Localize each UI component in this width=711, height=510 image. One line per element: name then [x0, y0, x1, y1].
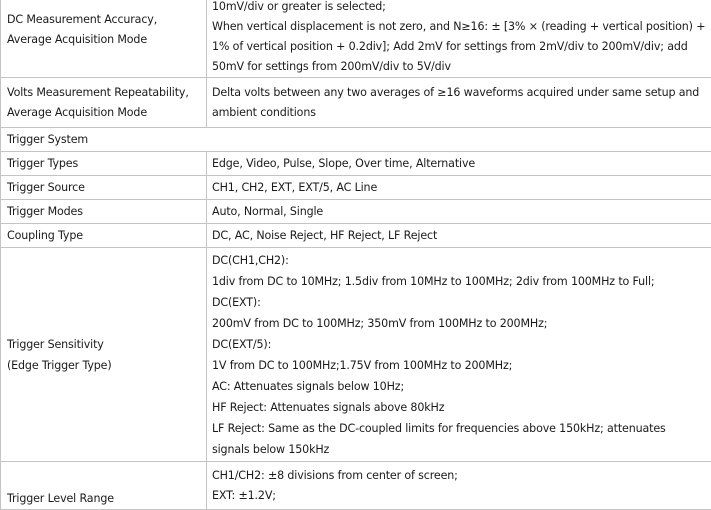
row-label: Coupling Type [1, 224, 207, 248]
row-value: DC, AC, Noise Reject, HF Reject, LF Reject [207, 224, 711, 248]
value-line: 10mV/div or greater is selected; [212, 0, 386, 13]
value-line: DC(EXT/5): [212, 337, 272, 351]
row-value [207, 78, 711, 128]
row-value [207, 248, 711, 462]
row-label [1, 248, 207, 462]
table-row [1, 0, 711, 78]
row-label: Trigger Modes [1, 200, 207, 224]
section-heading: Trigger System [1, 128, 711, 152]
row-value: CH1, CH2, EXT, EXT/5, AC Line [207, 176, 711, 200]
row-label: Trigger Types [1, 152, 207, 176]
table-row [1, 176, 711, 200]
label-line: Trigger Sensitivity [7, 337, 104, 351]
table-row [1, 462, 711, 510]
row-value [207, 0, 711, 78]
value-line: EXT: ±1.2V; [212, 488, 276, 502]
row-label: Trigger Source [1, 176, 207, 200]
table-row [1, 78, 711, 128]
value-line: 1V from DC to 100MHz;1.75V from 100MHz to 200MHz; [212, 358, 513, 372]
value-line: When vertical displacement is not zero, and N≥16: ± [3% × (reading + vertical position) + [212, 20, 706, 33]
value-line: AC: Attenuates signals below 10Hz; [212, 379, 405, 393]
label-line: Average Acquisition Mode [7, 33, 147, 46]
value-line: ambient conditions [212, 105, 316, 119]
table-row [1, 248, 711, 462]
table-row [1, 152, 711, 176]
row-label [1, 78, 207, 128]
value-line: signals below 150kHz [212, 442, 330, 456]
row-label [1, 0, 207, 78]
value-line: DC(CH1,CH2): [212, 253, 289, 267]
value-line: 1% of vertical position + 0.2div]; Add 2mV for settings from 2mV/div to 200mV/div; add [212, 40, 688, 53]
row-value: Auto, Normal, Single [207, 200, 711, 224]
value-line: Delta volts between any two averages of ≥16 waveforms acquired under same setup and [212, 85, 700, 99]
label-line: Volts Measurement Repeatability, [7, 85, 189, 99]
row-label: Trigger Level Range [1, 462, 207, 510]
value-line: 1div from DC to 10MHz; 1.5div from 10MHz to 100MHz; 2div from 100MHz to Full; [212, 274, 655, 288]
table-row [1, 200, 711, 224]
value-line: HF Reject: Attenuates signals above 80kHz [212, 400, 445, 414]
value-line: 50mV for settings from 200mV/div to 5V/div [212, 60, 451, 73]
value-line: LF Reject: Same as the DC-coupled limits for frequencies above 150kHz; attenuates [212, 421, 666, 435]
row-value [207, 462, 711, 510]
value-line: CH1/CH2: ±8 divisions from center of screen; [212, 468, 458, 482]
row-value: Edge, Video, Pulse, Slope, Over time, Alternative [207, 152, 711, 176]
label-line: DC Measurement Accuracy, [7, 13, 158, 26]
table-row [1, 128, 711, 152]
table-row [1, 224, 711, 248]
label-line: Average Acquisition Mode [7, 105, 147, 119]
value-line: 200mV from DC to 100MHz; 350mV from 100MHz to 200MHz; [212, 316, 548, 330]
value-line: DC(EXT): [212, 295, 261, 309]
label-line: (Edge Trigger Type) [7, 358, 112, 372]
